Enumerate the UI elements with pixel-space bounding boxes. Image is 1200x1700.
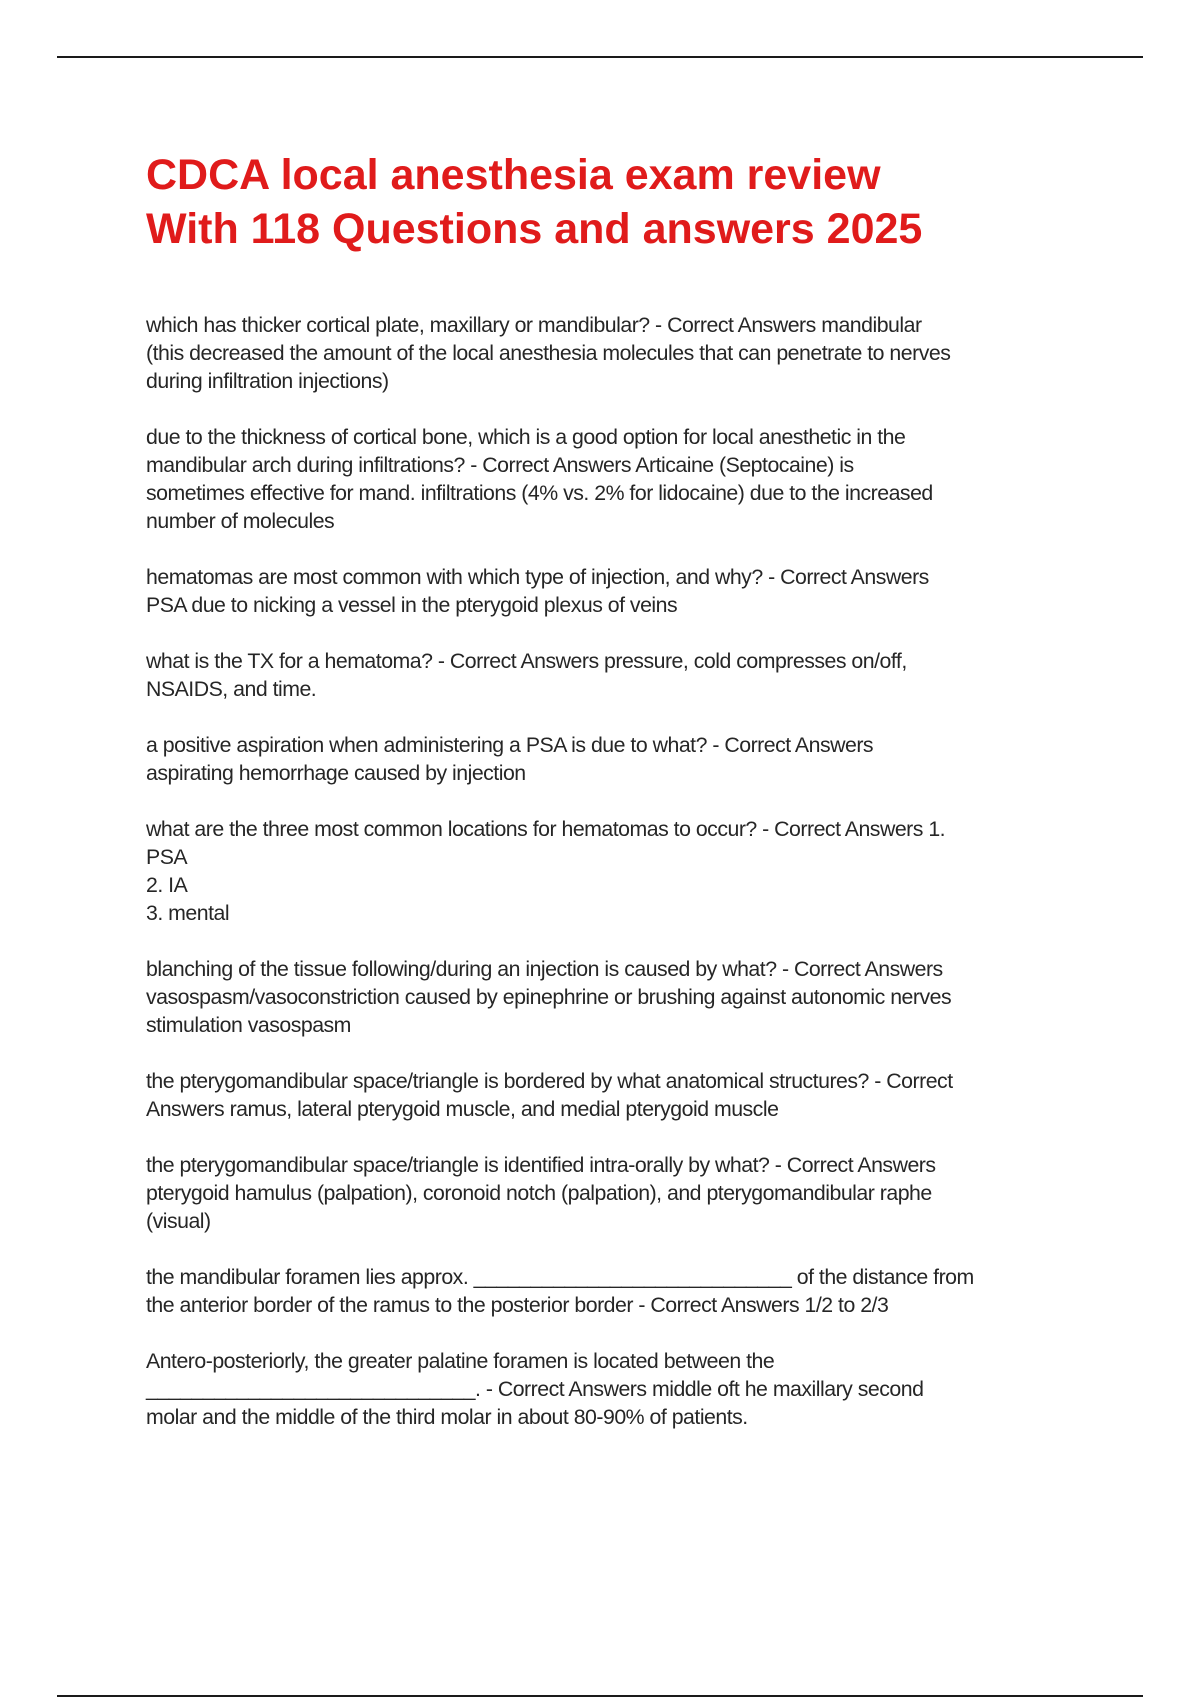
qa-line: mandibular arch during infiltrations? - Correct Answers Articaine (Septocaine) is bbox=[146, 453, 854, 477]
qa-line: PSA bbox=[146, 845, 188, 869]
qa-line: sometimes effective for mand. infiltrations (4% vs. 2% for lidocaine) due to the increased bbox=[146, 481, 933, 505]
qa-item bbox=[146, 423, 1096, 535]
qa-item bbox=[146, 955, 1096, 1039]
qa-line: 3. mental bbox=[146, 901, 230, 925]
qa-item bbox=[146, 815, 1096, 927]
qa-line: stimulation vasospasm bbox=[146, 1013, 351, 1037]
qa-item bbox=[146, 1347, 1096, 1431]
qa-line: which has thicker cortical plate, maxillary or mandibular? - Correct Answers mandibular bbox=[146, 313, 922, 337]
qa-item bbox=[146, 311, 1096, 395]
qa-line: Answers ramus, lateral pterygoid muscle, and medial pterygoid muscle bbox=[146, 1097, 779, 1121]
title-line-1: CDCA local anesthesia exam review bbox=[146, 151, 881, 199]
qa-line: during infiltration injections) bbox=[146, 369, 389, 393]
qa-item bbox=[146, 563, 1096, 619]
qa-line: the pterygomandibular space/triangle is identified intra-orally by what? - Correct Answers bbox=[146, 1153, 936, 1177]
qa-item bbox=[146, 1263, 1096, 1319]
qa-line: due to the thickness of cortical bone, which is a good option for local anesthetic in the bbox=[146, 425, 906, 449]
document-title bbox=[146, 148, 1076, 256]
qa-line: what are the three most common locations for hematomas to occur? - Correct Answers 1. bbox=[146, 817, 946, 841]
qa-line: the mandibular foramen lies approx. ____________________________ of the distance from bbox=[146, 1265, 974, 1289]
qa-line: NSAIDS, and time. bbox=[146, 677, 317, 701]
qa-line: pterygoid hamulus (palpation), coronoid notch (palpation), and pterygomandibular raphe bbox=[146, 1181, 932, 1205]
top-rule bbox=[57, 56, 1143, 58]
qa-line: 2. IA bbox=[146, 873, 188, 897]
qa-line: PSA due to nicking a vessel in the pterygoid plexus of veins bbox=[146, 593, 678, 617]
qa-item bbox=[146, 647, 1096, 703]
title-line-2: With 118 Questions and answers 2025 bbox=[146, 205, 923, 253]
qa-line: (this decreased the amount of the local anesthesia molecules that can penetrate to nerves bbox=[146, 341, 951, 365]
bottom-rule bbox=[57, 1695, 1143, 1697]
qa-line: Antero-posteriorly, the greater palatine foramen is located between the bbox=[146, 1349, 775, 1373]
qa-item bbox=[146, 1067, 1096, 1123]
qa-item bbox=[146, 731, 1096, 787]
qa-line: aspirating hemorrhage caused by injection bbox=[146, 761, 526, 785]
qa-line: hematomas are most common with which type of injection, and why? - Correct Answers bbox=[146, 565, 929, 589]
qa-line: blanching of the tissue following/during an injection is caused by what? - Correct Answers bbox=[146, 957, 943, 981]
qa-line: a positive aspiration when administering a PSA is due to what? - Correct Answers bbox=[146, 733, 874, 757]
qa-line: vasospasm/vasoconstriction caused by epinephrine or brushing against autonomic nerves bbox=[146, 985, 952, 1009]
qa-list bbox=[146, 311, 1096, 1459]
qa-line: (visual) bbox=[146, 1209, 211, 1233]
qa-item bbox=[146, 1151, 1096, 1235]
qa-line: number of molecules bbox=[146, 509, 335, 533]
qa-line: the anterior border of the ramus to the posterior border - Correct Answers 1/2 to 2/3 bbox=[146, 1293, 889, 1317]
qa-line: _____________________________. - Correct Answers middle oft he maxillary second bbox=[146, 1377, 924, 1401]
qa-line: the pterygomandibular space/triangle is bordered by what anatomical structures? - Correct bbox=[146, 1069, 953, 1093]
qa-line: what is the TX for a hematoma? - Correct Answers pressure, cold compresses on/off, bbox=[146, 649, 907, 673]
qa-line: molar and the middle of the third molar in about 80-90% of patients. bbox=[146, 1405, 748, 1429]
